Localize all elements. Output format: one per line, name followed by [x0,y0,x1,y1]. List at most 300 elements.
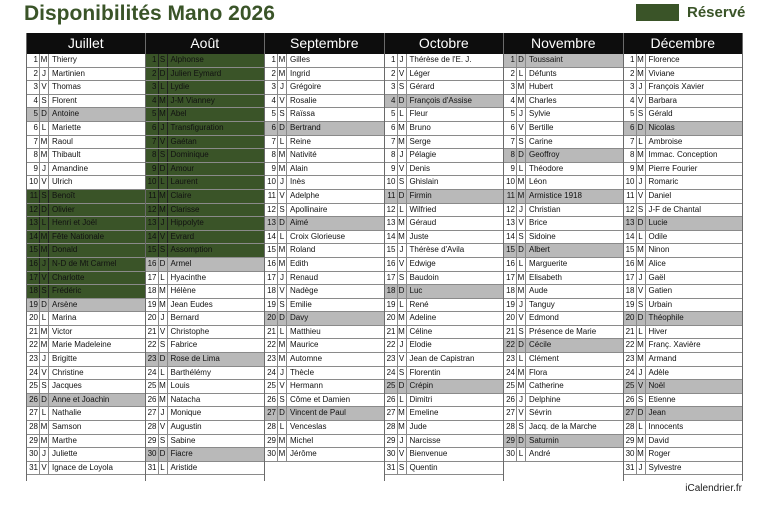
day-row[interactable] [27,108,145,122]
day-row[interactable] [504,95,623,109]
weekday-letter: V [159,326,168,339]
weekday-letter: J [398,339,407,352]
day-row[interactable] [624,54,743,68]
day-row[interactable] [265,163,384,177]
saint-name: Brigitte [52,354,77,364]
saint-name: Edith [290,258,309,268]
day-row[interactable] [265,149,384,163]
day-row[interactable] [385,367,504,381]
weekday-letter: D [159,163,168,176]
weekday-letter: M [40,339,49,352]
day-row[interactable] [385,244,504,258]
saint-name: Urbain [648,299,673,309]
saint-name: Amandine [52,163,89,173]
day-row[interactable] [385,231,504,245]
day-number: 26 [624,394,637,407]
day-row[interactable] [27,149,145,163]
day-row[interactable] [27,122,145,136]
day-row[interactable] [504,54,623,68]
weekday-letter: J [159,407,168,420]
day-row[interactable] [504,176,623,190]
day-row[interactable] [146,448,265,462]
day-number: 6 [504,122,517,135]
day-row[interactable] [624,353,743,367]
day-row[interactable] [504,108,623,122]
day-row-reserved[interactable] [146,95,265,109]
saint-name: David [648,435,669,445]
day-row[interactable] [504,380,623,394]
day-row[interactable] [27,448,145,462]
weekday-letter: S [278,204,287,217]
day-row[interactable] [385,136,504,150]
saint-name: Claire [170,190,192,200]
saint-name: Raïssa [290,109,315,119]
weekday-letter: D [159,68,168,81]
day-row[interactable] [27,462,145,476]
day-number: 14 [265,231,278,244]
day-row[interactable] [27,95,145,109]
saint-name: Sidoine [529,231,556,241]
day-row[interactable] [624,136,743,150]
day-row[interactable] [385,54,504,68]
saint-name: Julien Eymard [170,68,222,78]
saint-name: Franç. Xavière [648,340,701,350]
day-row[interactable] [385,95,504,109]
saint-name: Géraud [409,218,437,228]
day-row[interactable] [504,299,623,313]
day-row[interactable] [385,435,504,449]
day-row[interactable] [504,421,623,435]
day-row[interactable] [624,258,743,272]
day-row-reserved[interactable] [146,149,265,163]
day-number: 21 [624,326,637,339]
day-row[interactable] [146,462,265,476]
day-number: 21 [146,326,159,339]
day-row-reserved[interactable] [27,272,145,286]
day-row[interactable] [504,68,623,82]
weekday-letter: D [278,217,287,230]
day-row-reserved[interactable] [146,68,265,82]
saint-name: Rose de Lima [170,354,220,364]
day-row[interactable] [27,380,145,394]
saint-name: Firmin [409,190,432,200]
day-row[interactable] [624,421,743,435]
day-row[interactable] [624,231,743,245]
saint-name: Dimitri [409,394,433,404]
day-row[interactable] [624,204,743,218]
day-row[interactable] [624,448,743,462]
day-row[interactable] [265,367,384,381]
day-row[interactable] [265,122,384,136]
day-row[interactable] [146,367,265,381]
day-row[interactable] [385,407,504,421]
day-row[interactable] [385,190,504,204]
weekday-letter: D [40,299,49,312]
day-row[interactable] [385,380,504,394]
day-row[interactable] [265,68,384,82]
month-header: Novembre [504,33,623,54]
saint-name: Hélène [170,286,196,296]
day-row-reserved[interactable] [27,285,145,299]
day-row[interactable] [504,435,623,449]
day-row[interactable] [27,407,145,421]
weekday-letter: M [159,299,168,312]
day-row[interactable] [504,217,623,231]
day-row[interactable] [146,272,265,286]
day-row[interactable] [265,299,384,313]
month-header: Septembre [265,33,384,54]
saint-name: Emeline [409,408,439,418]
day-row[interactable] [27,367,145,381]
saint-name: Florence [648,55,680,64]
weekday-letter: J [40,258,49,271]
weekday-letter: V [637,95,646,108]
day-row[interactable] [385,217,504,231]
weekday-letter: L [398,204,407,217]
day-row[interactable] [504,258,623,272]
day-row[interactable] [265,95,384,109]
day-number: 14 [504,231,517,244]
day-row[interactable] [385,299,504,313]
saint-name: Ghislain [409,177,439,187]
day-row[interactable] [385,176,504,190]
day-row[interactable] [504,312,623,326]
day-row[interactable] [504,394,623,408]
day-row[interactable] [504,339,623,353]
day-row[interactable] [27,136,145,150]
day-row[interactable] [146,380,265,394]
weekday-letter: M [517,380,526,393]
weekday-letter: M [40,136,49,149]
day-number: 16 [385,258,398,271]
day-row[interactable] [624,326,743,340]
day-row[interactable] [504,136,623,150]
saint-name: Bertrand [290,122,321,132]
day-row[interactable] [265,285,384,299]
day-number: 22 [265,339,278,352]
weekday-letter: M [398,312,407,325]
weekday-letter: V [398,448,407,461]
day-row[interactable] [146,435,265,449]
day-row[interactable] [146,326,265,340]
weekday-letter: M [278,448,287,461]
day-row[interactable] [146,407,265,421]
day-row-reserved[interactable] [146,136,265,150]
day-row[interactable] [624,176,743,190]
saint-name: Romaric [648,177,679,187]
day-row[interactable] [27,339,145,353]
saint-name: Adèle [648,367,669,377]
day-row[interactable] [146,258,265,272]
day-number: 21 [504,326,517,339]
day-number: 1 [265,54,278,67]
day-row[interactable] [624,462,743,476]
day-row-reserved[interactable] [146,54,265,68]
saint-name: Ignace de Loyola [52,462,113,472]
weekday-letter: S [40,95,49,108]
day-row[interactable] [27,435,145,449]
day-row[interactable] [146,353,265,367]
day-row[interactable] [624,68,743,82]
day-row[interactable] [385,285,504,299]
day-row-reserved[interactable] [146,163,265,177]
day-row[interactable] [265,81,384,95]
day-row[interactable] [504,272,623,286]
day-row[interactable] [27,54,145,68]
day-number: 22 [504,339,517,352]
weekday-letter: J [159,217,168,230]
weekday-letter: M [278,435,287,448]
day-row[interactable] [265,54,384,68]
day-row[interactable] [265,339,384,353]
day-row-reserved[interactable] [146,217,265,231]
day-number: 26 [265,394,278,407]
day-row[interactable] [504,353,623,367]
day-row[interactable] [624,108,743,122]
day-row[interactable] [27,68,145,82]
day-number: 10 [27,176,40,189]
day-row[interactable] [504,367,623,381]
day-row[interactable] [146,339,265,353]
month-header: Octobre [385,33,504,54]
saint-name: Bruno [409,122,431,132]
day-row-reserved[interactable] [146,108,265,122]
day-row[interactable] [265,244,384,258]
day-number: 18 [385,285,398,298]
day-row[interactable] [504,326,623,340]
weekday-letter: D [637,407,646,420]
day-row[interactable] [265,136,384,150]
day-row[interactable] [146,299,265,313]
day-number: 10 [624,176,637,189]
day-row[interactable] [265,421,384,435]
day-number: 13 [504,217,517,230]
day-row[interactable] [385,421,504,435]
weekday-letter: M [278,149,287,162]
day-row[interactable] [624,95,743,109]
weekday-letter: M [637,339,646,352]
saint-name: Christian [529,204,561,214]
day-number: 27 [624,407,637,420]
weekday-letter: M [517,272,526,285]
day-row-reserved[interactable] [146,190,265,204]
day-row[interactable] [385,272,504,286]
day-row[interactable] [27,299,145,313]
day-row[interactable] [265,108,384,122]
day-number: 27 [504,407,517,420]
day-row[interactable] [624,190,743,204]
day-number: 17 [504,272,517,285]
day-row[interactable] [504,244,623,258]
day-row-reserved[interactable] [146,244,265,258]
day-row[interactable] [624,394,743,408]
day-number: 30 [265,448,278,461]
day-row[interactable] [624,380,743,394]
saint-name: Aristide [170,462,198,472]
day-row[interactable] [504,81,623,95]
day-row[interactable] [385,258,504,272]
weekday-letter: J [278,272,287,285]
day-row[interactable] [385,312,504,326]
day-row-reserved[interactable] [27,244,145,258]
day-row[interactable] [624,122,743,136]
day-row[interactable] [385,163,504,177]
day-number: 21 [27,326,40,339]
day-number: 9 [265,163,278,176]
day-row[interactable] [146,312,265,326]
day-row[interactable] [265,394,384,408]
day-row[interactable] [265,312,384,326]
day-row[interactable] [265,231,384,245]
day-row[interactable] [27,394,145,408]
day-row[interactable] [504,285,623,299]
day-row[interactable] [504,163,623,177]
day-number: 23 [27,353,40,366]
day-row-reserved[interactable] [146,176,265,190]
day-row[interactable] [504,190,623,204]
day-row[interactable] [27,81,145,95]
day-row[interactable] [385,81,504,95]
day-row-reserved[interactable] [146,122,265,136]
day-row[interactable] [624,149,743,163]
day-row[interactable] [504,407,623,421]
day-row[interactable] [624,367,743,381]
legend-reserved-swatch [636,4,679,21]
day-row[interactable] [385,339,504,353]
weekday-letter: L [40,407,49,420]
day-number: 14 [146,231,159,244]
day-row[interactable] [624,217,743,231]
weekday-letter: L [637,231,646,244]
day-row[interactable] [385,122,504,136]
day-row[interactable] [624,435,743,449]
weekday-letter: M [517,81,526,94]
day-row[interactable] [265,380,384,394]
day-row[interactable] [504,204,623,218]
weekday-letter: M [398,136,407,149]
day-row[interactable] [265,176,384,190]
day-row[interactable] [265,448,384,462]
day-row[interactable] [624,81,743,95]
day-row[interactable] [265,217,384,231]
day-number: 22 [146,339,159,352]
day-row[interactable] [385,462,504,476]
day-row[interactable] [624,244,743,258]
day-row-reserved[interactable] [27,190,145,204]
day-number: 20 [27,312,40,325]
weekday-letter: S [398,367,407,380]
day-row[interactable] [265,407,384,421]
saint-name: Michel [290,435,314,445]
day-row[interactable] [27,312,145,326]
day-number: 20 [146,312,159,325]
day-row[interactable] [624,312,743,326]
weekday-letter: M [159,380,168,393]
day-row[interactable] [27,163,145,177]
saint-name: Jérôme [290,449,317,459]
saint-name: Augustin [170,422,202,432]
day-row[interactable] [504,448,623,462]
day-row[interactable] [27,326,145,340]
day-row-reserved[interactable] [27,231,145,245]
weekday-letter: S [40,190,49,203]
day-number: 4 [265,95,278,108]
saint-name: Catherine [529,381,564,391]
day-row[interactable] [504,149,623,163]
day-number: 26 [146,394,159,407]
saint-name: Victor [52,326,73,336]
day-row[interactable] [265,190,384,204]
day-number: 19 [27,299,40,312]
weekday-letter: V [398,258,407,271]
day-row[interactable] [146,394,265,408]
day-row[interactable] [146,285,265,299]
day-row[interactable] [385,448,504,462]
weekday-letter: D [398,285,407,298]
day-row[interactable] [624,339,743,353]
weekday-letter: M [517,176,526,189]
day-row[interactable] [385,353,504,367]
weekday-letter: J [517,108,526,121]
weekday-letter: L [40,122,49,135]
day-row[interactable] [27,176,145,190]
day-row[interactable] [265,272,384,286]
weekday-letter: L [278,421,287,434]
saint-name: Hermann [290,381,323,391]
day-row[interactable] [265,353,384,367]
day-row[interactable] [27,421,145,435]
day-row-reserved[interactable] [146,81,265,95]
day-row[interactable] [624,299,743,313]
saint-name: Delphine [529,394,561,404]
day-row[interactable] [385,68,504,82]
day-row[interactable] [624,163,743,177]
day-row[interactable] [385,149,504,163]
day-row[interactable] [624,272,743,286]
day-row-reserved[interactable] [146,231,265,245]
weekday-letter: J [517,394,526,407]
saint-name: Noël [648,381,665,391]
day-row[interactable] [265,326,384,340]
day-row-reserved[interactable] [27,258,145,272]
weekday-letter: J [278,367,287,380]
day-row-reserved[interactable] [27,217,145,231]
saint-name: Apollinaire [290,204,328,214]
day-row[interactable] [385,204,504,218]
day-row[interactable] [385,326,504,340]
day-row[interactable] [624,285,743,299]
day-number: 27 [27,407,40,420]
day-row[interactable] [385,394,504,408]
day-row[interactable] [624,407,743,421]
day-number: 10 [504,176,517,189]
day-number: 24 [504,367,517,380]
month-header: Juillet [27,33,145,54]
day-row[interactable] [146,421,265,435]
day-row[interactable] [265,258,384,272]
day-row[interactable] [385,108,504,122]
day-row-reserved[interactable] [27,204,145,218]
saint-name: Florentin [409,367,441,377]
day-row[interactable] [265,435,384,449]
day-row[interactable] [27,353,145,367]
weekday-letter: S [159,149,168,162]
saint-name: Hyacinthe [170,272,207,282]
day-row[interactable] [504,231,623,245]
day-row-reserved[interactable] [146,204,265,218]
day-row[interactable] [265,204,384,218]
day-row[interactable] [504,122,623,136]
